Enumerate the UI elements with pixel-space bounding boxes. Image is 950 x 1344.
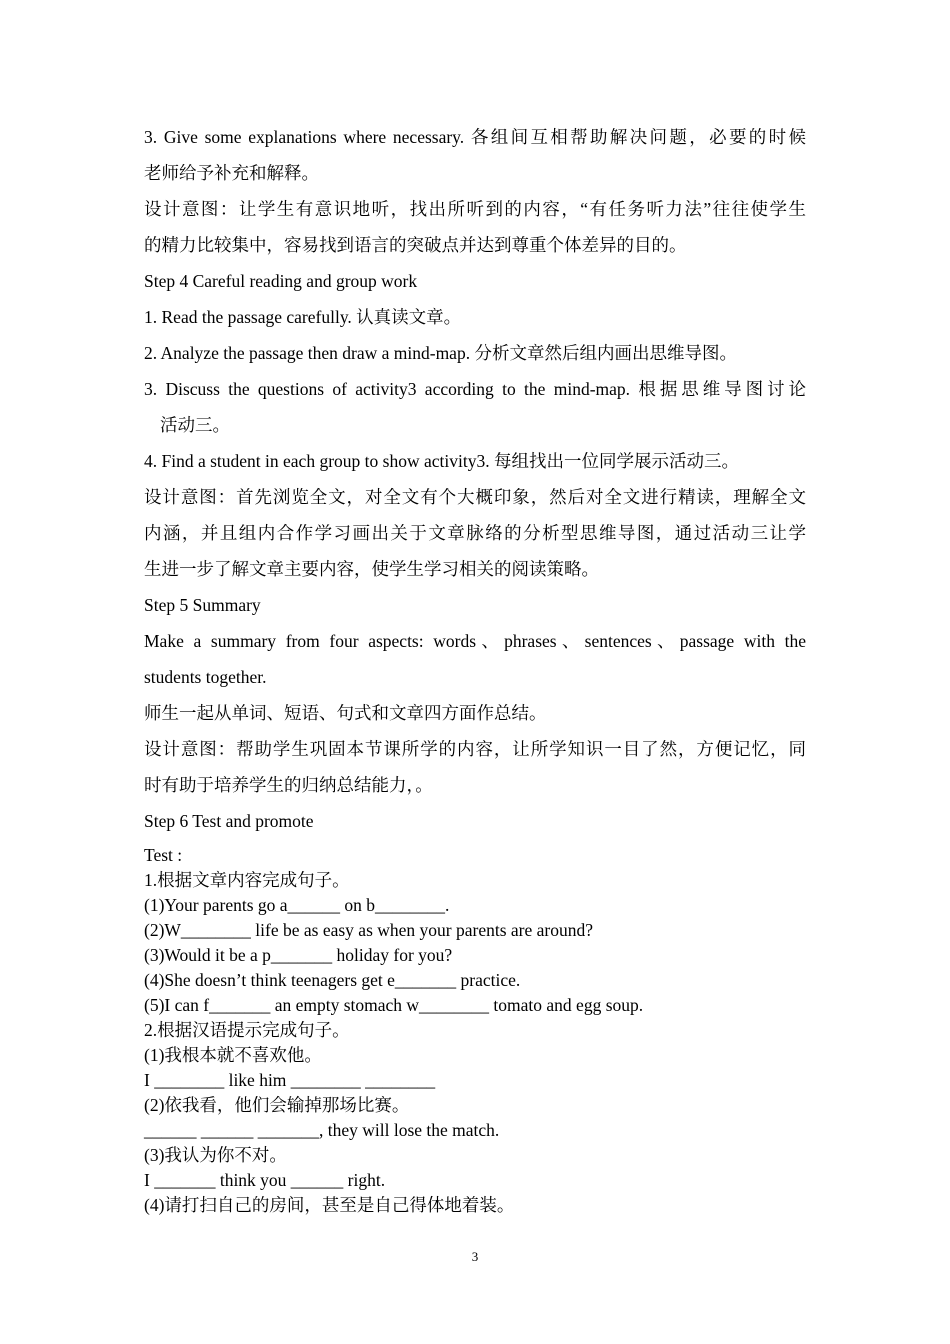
text-line: 内涵，并且组内合作学习画出关于文章脉络的分析型思维导图，通过活动三让学: [144, 523, 806, 543]
test-line: (2)依我看，他们会输掉那场比赛。: [144, 1095, 410, 1115]
test-line: (2)W________ life be as easy as when your parents are around?: [144, 920, 594, 940]
text-line: 设计意图：首先浏览全文，对全文有个大概印象，然后对全文进行精读，理解全文: [144, 487, 806, 507]
text-line: 老师给予补充和解释。: [144, 163, 319, 183]
test-line: (3)我认为你不对。: [144, 1145, 287, 1165]
text-line: students together.: [144, 667, 267, 687]
text-line: 2. Analyze the passage then draw a mind-map. 分析文章然后组内画出思维导图。: [144, 343, 737, 363]
page-number: 3: [471, 1249, 479, 1264]
test-section: [144, 843, 806, 1218]
text-line: 设计意图：让学生有意识地听，找出所听到的内容，“有任务听力法”往往使学生: [144, 199, 806, 219]
test-heading: Test :: [144, 845, 183, 865]
text-line: 3. Give some explanations where necessary. 各组间互相帮助解决问题，必要的时候: [144, 127, 806, 147]
text-line: 的精力比较集中，容易找到语言的突破点并达到尊重个体差异的目的。: [144, 235, 687, 255]
page-content: [144, 119, 806, 1218]
test-line: (5)I can f_______ an empty stomach w________ tomato and egg soup.: [144, 995, 644, 1015]
text-line: 活动三。: [160, 415, 230, 435]
test-line: I _______ think you ______ right.: [144, 1170, 386, 1190]
test-line: (1)我根本就不喜欢他。: [144, 1045, 322, 1065]
text-line: Make a summary from four aspects: words、phrases、sentences、passage with the: [144, 631, 806, 651]
text-line: 时有助于培养学生的归纳总结能力，。: [144, 775, 433, 795]
test-line: (3)Would it be a p_______ holiday for you?: [144, 945, 453, 965]
text-line: 4. Find a student in each group to show activity3. 每组找出一位同学展示活动三。: [144, 451, 739, 471]
text-line: 师生一起从单词、短语、句式和文章四方面作总结。: [144, 703, 547, 723]
step-heading: Step 4 Careful reading and group work: [144, 271, 418, 291]
test-line: 2.根据汉语提示完成句子。: [144, 1020, 350, 1040]
text-line: 1. Read the passage carefully. 认真读文章。: [144, 307, 462, 327]
text-line: 生进一步了解文章主要内容，使学生学习相关的阅读策略。: [144, 559, 599, 579]
step-heading: Step 5 Summary: [144, 595, 261, 615]
test-line: 1.根据文章内容完成句子。: [144, 870, 350, 890]
test-line: (4)She doesn’t think teenagers get e_______ practice.: [144, 970, 521, 990]
test-line: ______ ______ _______, they will lose the match.: [144, 1120, 500, 1140]
step-heading: Step 6 Test and promote: [144, 811, 314, 831]
text-line: 3. Discuss the questions of activity3 according to the mind-map. 根据思维导图讨论: [144, 379, 806, 399]
text-line: 设计意图：帮助学生巩固本节课所学的内容，让所学知识一目了然，方便记忆，同: [144, 739, 806, 759]
test-line: I ________ like him ________ ________: [144, 1070, 436, 1090]
test-line: (1)Your parents go a______ on b________.: [144, 895, 450, 915]
test-line: (4)请打扫自己的房间，甚至是自己得体地着装。: [144, 1195, 515, 1215]
